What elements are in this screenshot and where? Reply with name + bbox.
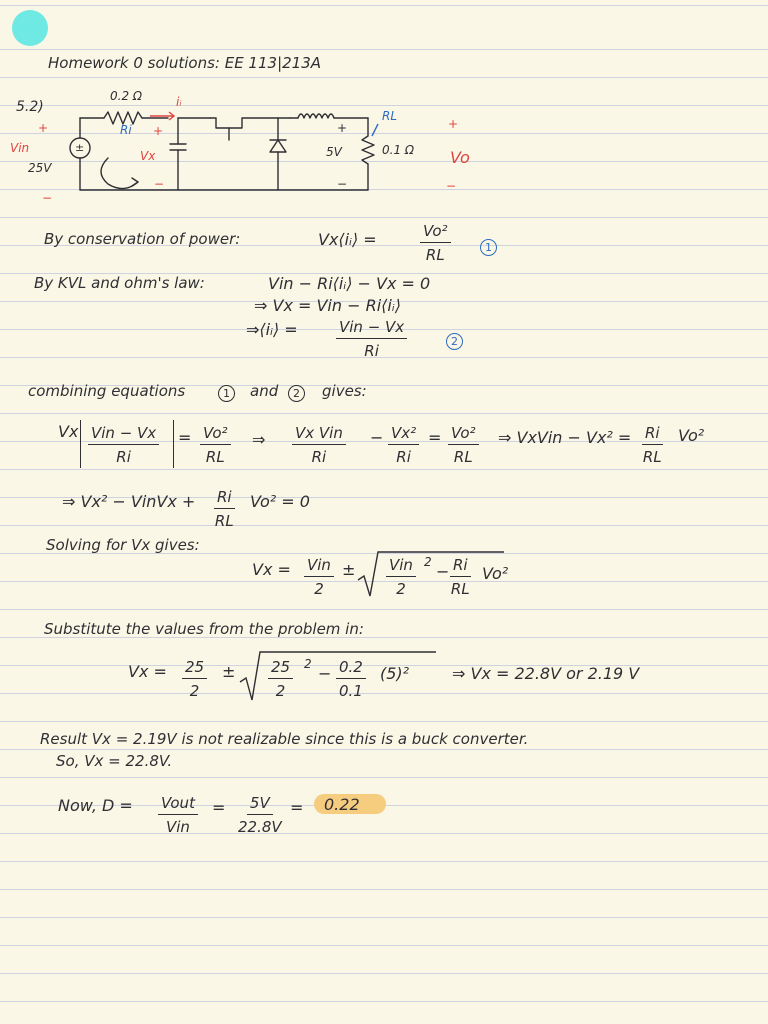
ri-value: 0.2 Ω [110, 89, 143, 103]
vx-minus: − [154, 177, 165, 191]
equals-sign: = [178, 428, 192, 447]
result-conclusion: So, Vx = 22.8V. [56, 752, 173, 770]
fraction-denominator: 2 [396, 580, 406, 598]
vin-label: Vin [10, 141, 30, 155]
plus-minus: ± [222, 662, 236, 681]
inductor-coil [298, 114, 334, 118]
substitution-lhs: Vx = [128, 662, 167, 681]
problem-number: 5.2) [16, 99, 44, 115]
ratio-fraction [336, 658, 366, 700]
fraction-denominator: Ri [311, 448, 327, 466]
equals-sign: = [290, 798, 304, 817]
vx-sq-fraction [388, 424, 419, 466]
square-root [238, 650, 438, 702]
fraction-numerator: 25 [268, 658, 293, 679]
minus-sign: − [436, 562, 450, 581]
substitute-intro: Substitute the values from the problem in: [44, 620, 364, 638]
fraction-numerator: Vin − Vx [88, 424, 159, 445]
vin-minus: − [42, 191, 53, 205]
fraction-denominator: 2 [314, 580, 324, 598]
substitution-result: ⇒ Vx = 22.8V or 2.19 V [452, 664, 640, 683]
vo-label: Vo [450, 148, 470, 167]
fraction-denominator: RL [205, 448, 225, 466]
fraction-numerator: Ri [642, 424, 663, 445]
and-word: and [250, 382, 279, 400]
vo-squared: Vo² [482, 564, 509, 583]
fraction-numerator: 25 [182, 658, 207, 679]
fraction-denominator: Ri [396, 448, 411, 466]
fraction-denominator: RL [425, 246, 445, 264]
fraction-numerator: Vo² [420, 222, 451, 243]
fraction-numerator: Vout [158, 794, 198, 815]
square-exponent: 2 [304, 657, 312, 671]
current-eq-lhs: ⇒⟨iᵢ⟩ = [246, 320, 298, 339]
bracket-fraction [88, 424, 159, 466]
duty-first-fraction [158, 794, 198, 836]
ri-rl-fraction [450, 556, 471, 598]
quadratic-fraction [214, 488, 235, 530]
vin-value: 25V [28, 161, 52, 175]
kvl-intro: By KVL and ohm's law: [34, 274, 205, 292]
fraction-numerator: Ri [450, 556, 471, 577]
quadratic-post: Vo² = 0 [250, 492, 310, 511]
fraction-numerator: Vo² [200, 424, 231, 445]
resistor-rl [362, 136, 374, 164]
vo-term: (5)² [380, 664, 410, 683]
page-title: Homework 0 solutions: EE 113|213A [48, 54, 322, 72]
fraction-denominator: Ri [116, 448, 131, 466]
fraction-numerator: Vin [386, 556, 416, 577]
solving-intro: Solving for Vx gives: [46, 536, 200, 554]
minus-sign: − [370, 428, 384, 447]
fraction-numerator: Vx Vin [292, 424, 346, 445]
solution-lhs: Vx = [252, 560, 291, 579]
fraction-denominator: 22.8V [238, 818, 282, 836]
plus-minus: ± [342, 560, 356, 579]
implies-arrow: ⇒ [252, 430, 266, 449]
current-eq-fraction [336, 318, 407, 360]
vx-label: Vx [140, 149, 156, 163]
fraction-denominator: Ri [364, 342, 379, 360]
fraction-numerator: Ri [214, 488, 235, 509]
vo-minus: − [446, 179, 457, 193]
combined-vx: Vx [58, 422, 79, 441]
inner-fraction [386, 556, 416, 598]
duty-lhs: Now, D = [58, 796, 133, 815]
fraction-denominator: RL [450, 580, 470, 598]
ri-rl-fraction [642, 424, 663, 466]
vin-plus: + [38, 121, 49, 135]
ref-tag-1: 1 [218, 382, 235, 402]
kvl-loop-arrow [101, 158, 138, 189]
substitution-first-fraction [182, 658, 207, 700]
power-eq-lhs: Vx⟨iᵢ⟩ = [318, 230, 377, 249]
quadratic-pre: ⇒ Vx² − VinVx + [62, 492, 196, 511]
equals-sign: = [212, 798, 226, 817]
fraction-denominator: 2 [275, 682, 286, 700]
load-minus: − [337, 177, 348, 191]
fraction-numerator: 5V [247, 794, 273, 815]
power-eq-fraction [420, 222, 451, 264]
kvl-equation: Vin − Ri⟨iᵢ⟩ − Vx = 0 [268, 274, 431, 293]
fraction-denominator: RL [642, 448, 662, 466]
solution-first-fraction [304, 556, 334, 598]
square-exponent: 2 [424, 555, 432, 569]
combined-rhs-fraction [200, 424, 231, 466]
combined-tail: ⇒ VxVin − Vx² = [498, 428, 632, 447]
combined-tail-vo: Vo² [678, 426, 705, 445]
diode-symbol [270, 140, 286, 152]
fraction-numerator: Vo² [448, 424, 479, 445]
fraction-denominator: RL [214, 512, 234, 530]
duty-second-fraction [238, 794, 282, 836]
equation-tag-2: 2 [446, 330, 463, 350]
inner-fraction [268, 658, 293, 700]
rl-pointer-arrow [372, 124, 378, 136]
rl-value: 0.1 Ω [382, 143, 415, 157]
combining-intro: combining equations [28, 382, 186, 400]
duty-answer: 0.22 [324, 795, 360, 814]
fraction-denominator: RL [453, 448, 473, 466]
kvl-rearranged: ⇒ Vx = Vin − Ri⟨iᵢ⟩ [254, 296, 401, 315]
ref-tag-2: 2 [288, 382, 305, 402]
load-voltage: 5V [326, 145, 342, 159]
fraction-numerator: Vx² [388, 424, 419, 445]
result-statement: Result Vx = 2.19V is not realizable since this is a buck converter. [40, 730, 529, 748]
vx-vin-fraction [292, 424, 346, 466]
fraction-denominator: 0.1 [339, 682, 363, 700]
equation-tag-1: 1 [480, 236, 497, 256]
fraction-numerator: Vin − Vx [336, 318, 407, 339]
fraction-numerator: Vin [304, 556, 334, 577]
fraction-denominator: 2 [189, 682, 200, 700]
load-plus: + [337, 121, 348, 135]
fraction-denominator: Vin [166, 818, 190, 836]
power-conservation-intro: By conservation of power: [44, 230, 241, 248]
ri-label: Ri [120, 123, 132, 137]
vo-sq-fraction [448, 424, 479, 466]
ii-label: iᵢ [176, 95, 182, 109]
source-sign: ± [75, 141, 85, 154]
fraction-numerator: 0.2 [336, 658, 366, 679]
gives-word: gives: [322, 382, 367, 400]
minus-sign: − [318, 664, 332, 683]
rl-label: RL [382, 109, 398, 123]
equals-sign: = [428, 428, 442, 447]
square-root [356, 550, 509, 598]
vo-plus: + [448, 117, 459, 131]
vx-plus: + [153, 124, 164, 138]
